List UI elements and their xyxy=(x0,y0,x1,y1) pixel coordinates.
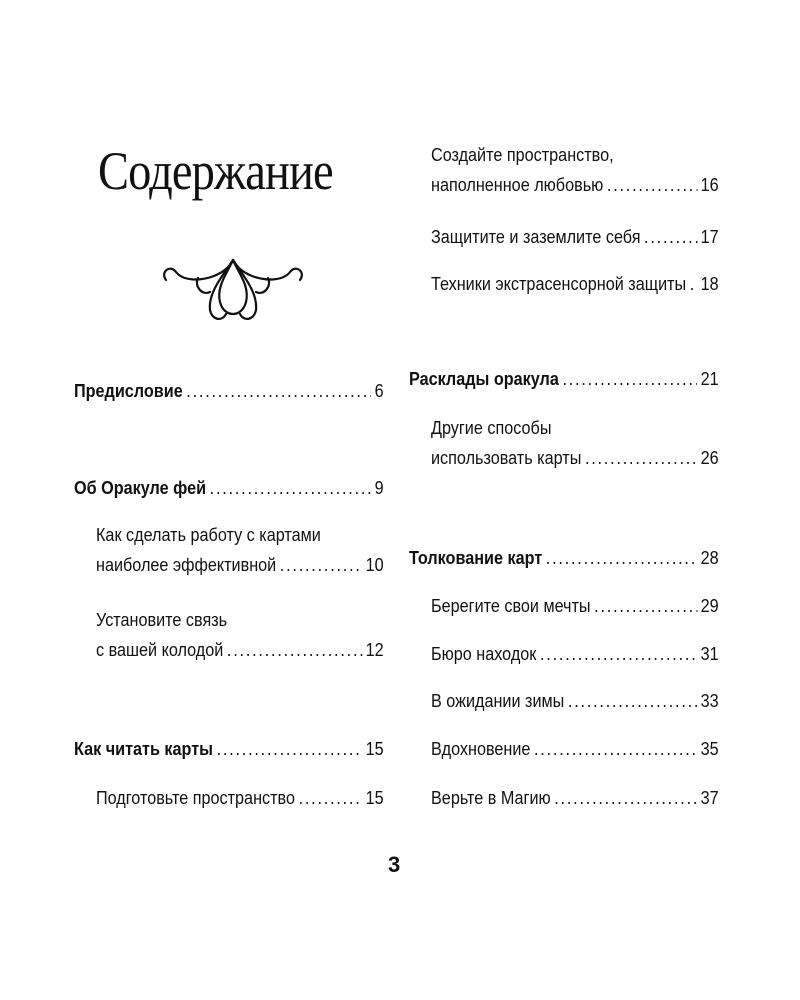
leader-dots xyxy=(594,591,697,621)
toc-entry-oracle-spreads[interactable] xyxy=(409,364,719,394)
toc-entry-title: Верьте в Магию xyxy=(431,788,551,808)
leader-dots xyxy=(562,364,697,394)
toc-entry-title: Об Оракуле фей xyxy=(74,478,207,498)
page-title: Содержание xyxy=(98,141,333,201)
toc-entry-loving-space[interactable] xyxy=(431,140,719,200)
toc-entry-title: Как читать карты xyxy=(74,739,213,759)
toc-entry-card-winter[interactable] xyxy=(431,686,719,716)
leader-dots xyxy=(534,734,697,764)
toc-entry-title: Бюро находок xyxy=(431,644,537,664)
toc-entry-title-line2: наполненное любовью xyxy=(431,175,604,195)
leader-dots xyxy=(186,376,371,406)
leader-dots xyxy=(210,473,371,503)
toc-entry-title: Вдохновение xyxy=(431,739,531,759)
toc-page-number: 6 xyxy=(374,381,384,401)
toc-page-number: 35 xyxy=(700,739,719,759)
ornament-flourish-icon xyxy=(158,252,308,324)
toc-entry-title: В ожидании зимы xyxy=(431,691,565,711)
toc-entry-title: Предисловие xyxy=(74,381,183,401)
toc-entry-card-inspiration[interactable] xyxy=(431,734,719,764)
toc-page-number: 12 xyxy=(365,640,384,660)
toc-entry-preface[interactable] xyxy=(74,376,384,406)
leader-dots xyxy=(607,170,697,200)
toc-entry-title: Подготовьте пространство xyxy=(96,788,295,808)
toc-entry-title: Техники экстрасенсорной защиты xyxy=(431,274,687,294)
toc-entry-title-line2: наиболее эффективной xyxy=(96,555,277,575)
toc-entry-title-line1: Создайте пространство, xyxy=(431,145,614,165)
toc-page-number: 33 xyxy=(700,691,719,711)
toc-entry-title-line1: Как сделать работу с картами xyxy=(96,525,321,545)
leader-dots xyxy=(280,550,362,580)
leader-dots xyxy=(217,734,362,764)
toc-entry-connect-deck[interactable] xyxy=(96,605,384,665)
leader-dots xyxy=(546,543,697,573)
toc-page-number: 18 xyxy=(700,274,719,294)
toc-entry-card-magic[interactable] xyxy=(431,783,719,813)
toc-page-number: 28 xyxy=(700,548,719,568)
toc-entry-card-dreams[interactable] xyxy=(431,591,719,621)
toc-page-number: 16 xyxy=(700,175,719,195)
leader-dots xyxy=(227,635,362,665)
toc-entry-title-line1: Другие способы xyxy=(431,418,552,438)
toc-entry-title: Толкование карт xyxy=(409,548,543,568)
toc-entry-effective-work[interactable] xyxy=(96,520,384,580)
leader-dots xyxy=(540,639,697,669)
toc-entry-other-ways[interactable] xyxy=(431,413,719,473)
toc-page-number: 9 xyxy=(374,478,384,498)
toc-entry-how-to-read[interactable] xyxy=(74,734,384,764)
leader-dots xyxy=(299,783,363,813)
toc-page-number: 15 xyxy=(365,739,384,759)
toc-page-number: 31 xyxy=(700,644,719,664)
toc-entry-title: Расклады оракула xyxy=(409,369,559,389)
toc-entry-about-oracle[interactable] xyxy=(74,473,384,503)
toc-entry-card-meanings[interactable] xyxy=(409,543,719,573)
toc-page-number: 21 xyxy=(700,369,719,389)
toc-entry-title-line2: с вашей колодой xyxy=(96,640,224,660)
leader-dots xyxy=(554,783,697,813)
toc-page-number: 15 xyxy=(365,788,384,808)
toc-entry-card-lost-found[interactable] xyxy=(431,639,719,669)
toc-page-number: 10 xyxy=(365,555,384,575)
leader-dots xyxy=(585,443,697,473)
page-number: 3 xyxy=(388,852,401,877)
toc-entry-title: Берегите свои мечты xyxy=(431,596,591,616)
toc-entry-title-line1: Установите связь xyxy=(96,610,228,630)
leader-dots xyxy=(644,222,697,252)
toc-entry-psychic-protection[interactable] xyxy=(431,269,719,299)
leader-dots xyxy=(690,269,697,299)
toc-entry-title-line2: использовать карты xyxy=(431,448,582,468)
toc-page-number: 37 xyxy=(700,788,719,808)
toc-entry-title: Защитите и заземлите себя xyxy=(431,227,641,247)
toc-entry-protect-ground[interactable] xyxy=(431,222,719,252)
toc-page-number: 17 xyxy=(700,227,719,247)
toc-page-number: 29 xyxy=(700,596,719,616)
toc-page-number: 26 xyxy=(700,448,719,468)
toc-entry-prepare-space[interactable] xyxy=(96,783,384,813)
leader-dots xyxy=(568,686,697,716)
